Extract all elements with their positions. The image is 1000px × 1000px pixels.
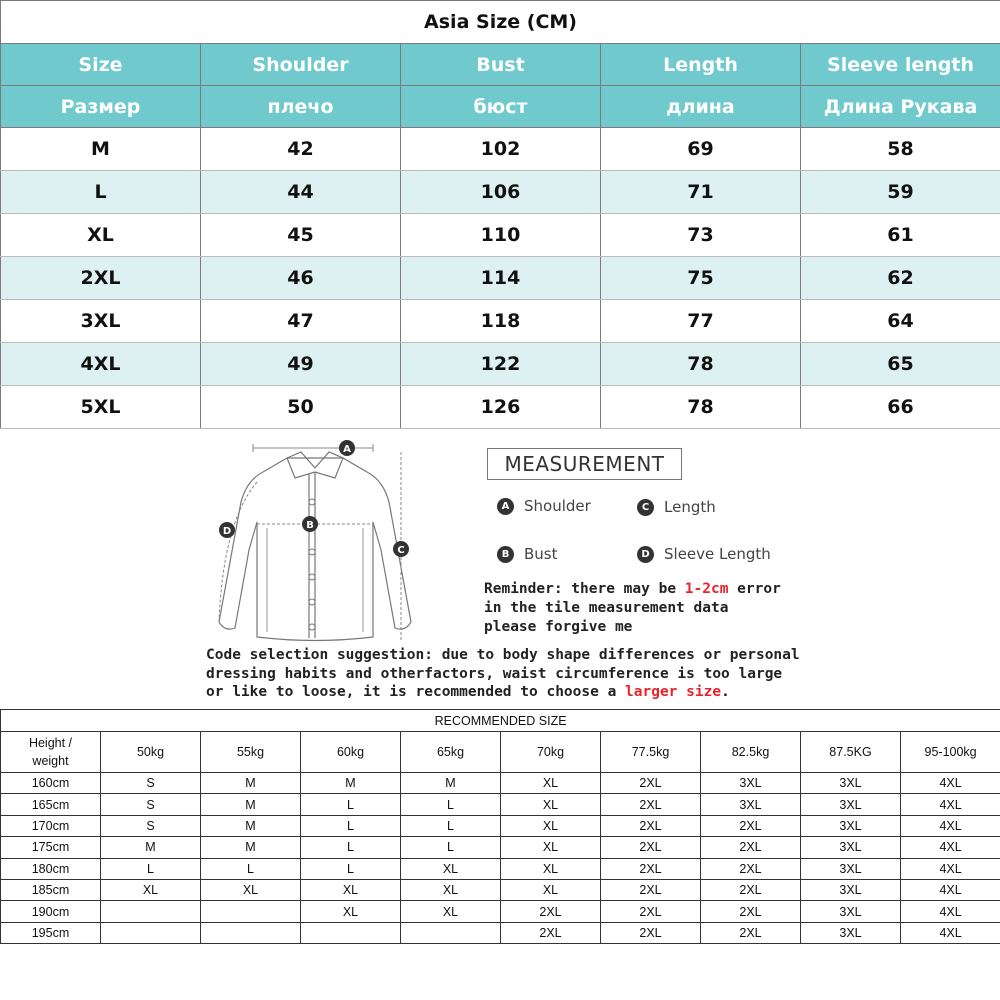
suggest-line-3-post: .	[721, 684, 730, 700]
recommended-row	[1, 837, 1000, 858]
reminder-text	[484, 580, 804, 637]
height-cell: 195cm	[1, 922, 101, 943]
recommended-row	[1, 922, 1000, 943]
reminder-line-2: in the tile measurement data	[484, 600, 729, 616]
recommended-size-cell: M	[101, 837, 201, 858]
recommended-size-cell	[301, 922, 401, 943]
recommended-size-cell: XL	[401, 901, 501, 922]
diagram-label-a: A	[343, 444, 351, 455]
size-cell: 45	[201, 214, 401, 257]
legend-label: Length	[664, 498, 716, 516]
weight-header: 50kg	[101, 732, 201, 773]
recommended-size-cell: 2XL	[601, 815, 701, 836]
size-cell: 42	[201, 128, 401, 171]
weight-header: 65kg	[401, 732, 501, 773]
legend-label: Bust	[524, 545, 558, 563]
legend-badge: A	[497, 498, 514, 515]
height-weight-corner	[1, 732, 101, 773]
shirt-diagram	[205, 432, 430, 647]
recommended-size-cell: 3XL	[801, 773, 901, 794]
recommended-size-cell: 3XL	[801, 879, 901, 900]
recommended-title: RECOMMENDED SIZE	[1, 710, 1000, 732]
recommended-size-cell: 4XL	[901, 773, 1000, 794]
recommended-size-cell: 4XL	[901, 901, 1000, 922]
recommended-table-body	[1, 773, 1000, 944]
recommended-size-cell: XL	[101, 879, 201, 900]
size-cell: 59	[801, 171, 1000, 214]
recommended-size-cell: 3XL	[801, 794, 901, 815]
size-cell: 122	[401, 343, 601, 386]
header-cell: Длина Рукава	[801, 86, 1000, 128]
size-table-title: Asia Size (CM)	[1, 1, 1000, 44]
weight-header: 70kg	[501, 732, 601, 773]
recommended-size-cell: L	[401, 794, 501, 815]
size-row	[1, 128, 1000, 171]
reminder-line-3: please forgive me	[484, 619, 633, 635]
weight-header: 77.5kg	[601, 732, 701, 773]
size-row	[1, 171, 1000, 214]
recommended-row	[1, 858, 1000, 879]
size-cell: 118	[401, 300, 601, 343]
size-cell: 44	[201, 171, 401, 214]
suggest-line-3-red: larger size	[625, 684, 722, 700]
recommended-size-cell: L	[301, 837, 401, 858]
size-cell: 46	[201, 257, 401, 300]
size-suggestion	[206, 646, 806, 702]
legend-badge: D	[637, 546, 654, 563]
weight-header: 60kg	[301, 732, 401, 773]
weight-header: 82.5kg	[701, 732, 801, 773]
header-cell: Size	[1, 44, 201, 86]
recommended-size-cell	[101, 922, 201, 943]
recommended-size-cell: XL	[501, 858, 601, 879]
recommended-size-cell: 4XL	[901, 922, 1000, 943]
measurement-title: MEASUREMENT	[487, 448, 682, 480]
suggest-line-3-pre: or like to loose, it is recommended to choose a	[206, 684, 626, 700]
header-cell: Length	[601, 44, 801, 86]
recommended-size-cell: 2XL	[701, 901, 801, 922]
recommended-size-cell	[401, 922, 501, 943]
size-cell: 71	[601, 171, 801, 214]
recommended-size-cell: 3XL	[801, 922, 901, 943]
recommended-size-cell: XL	[501, 794, 601, 815]
size-cell: 73	[601, 214, 801, 257]
recommended-row	[1, 794, 1000, 815]
legend-sleeve-length	[637, 545, 771, 563]
size-cell: M	[1, 128, 201, 171]
recommended-size-cell: 3XL	[701, 794, 801, 815]
recommended-size-cell: L	[201, 858, 301, 879]
size-cell: 66	[801, 386, 1000, 429]
legend-label: Sleeve Length	[664, 545, 771, 563]
size-cell: 61	[801, 214, 1000, 257]
legend-badge: B	[497, 546, 514, 563]
size-row	[1, 214, 1000, 257]
recommended-size-cell: 2XL	[601, 794, 701, 815]
size-cell: 78	[601, 386, 801, 429]
height-cell: 190cm	[1, 901, 101, 922]
legend-badge: C	[637, 499, 654, 516]
recommended-size-cell: 4XL	[901, 879, 1000, 900]
recommended-size-cell: 2XL	[701, 858, 801, 879]
recommended-size-cell: 2XL	[601, 922, 701, 943]
height-cell: 185cm	[1, 879, 101, 900]
size-cell: 50	[201, 386, 401, 429]
size-cell: L	[1, 171, 201, 214]
header-cell: бюст	[401, 86, 601, 128]
recommended-row	[1, 773, 1000, 794]
weight-header: 55kg	[201, 732, 301, 773]
legend-bust	[497, 545, 558, 563]
recommended-size-cell: 2XL	[601, 901, 701, 922]
recommended-row	[1, 879, 1000, 900]
size-cell: 49	[201, 343, 401, 386]
recommended-size-cell: 2XL	[701, 837, 801, 858]
diagram-label-b: B	[306, 520, 314, 531]
size-cell: 2XL	[1, 257, 201, 300]
size-cell: 58	[801, 128, 1000, 171]
header-cell: Sleeve length	[801, 44, 1000, 86]
size-cell: 114	[401, 257, 601, 300]
recommended-row	[1, 815, 1000, 836]
recommended-size-cell: 2XL	[701, 879, 801, 900]
size-cell: XL	[1, 214, 201, 257]
size-cell: 77	[601, 300, 801, 343]
recommended-size-cell: M	[201, 815, 301, 836]
size-row	[1, 386, 1000, 429]
suggest-line-1: Code selection suggestion: due to body shape differences or personal	[206, 647, 800, 663]
recommended-size-cell: XL	[501, 837, 601, 858]
suggest-line-2: dressing habits and otherfactors, waist circumference is too large	[206, 665, 783, 682]
recommended-size-cell: S	[101, 773, 201, 794]
corner-line-1: Height /	[28, 736, 73, 750]
recommended-size-cell: 3XL	[801, 901, 901, 922]
header-cell: Размер	[1, 86, 201, 128]
header-cell: плечо	[201, 86, 401, 128]
legend-label: Shoulder	[524, 497, 591, 515]
recommended-size-cell: 2XL	[701, 922, 801, 943]
recommended-size-cell: XL	[201, 879, 301, 900]
size-cell: 110	[401, 214, 601, 257]
reminder-red: 1-2cm	[684, 581, 729, 597]
recommended-size-cell: 4XL	[901, 837, 1000, 858]
recommended-size-cell: XL	[501, 773, 601, 794]
height-cell: 160cm	[1, 773, 101, 794]
recommended-size-cell: S	[101, 794, 201, 815]
recommended-size-cell: 2XL	[601, 837, 701, 858]
recommended-size-cell	[101, 901, 201, 922]
recommended-size-cell: 3XL	[801, 837, 901, 858]
header-row-ru	[1, 86, 1000, 128]
reminder-post: error	[728, 581, 781, 597]
recommended-size-cell: 2XL	[601, 858, 701, 879]
recommended-size-cell: 3XL	[701, 773, 801, 794]
size-cell: 4XL	[1, 343, 201, 386]
header-cell: Shoulder	[201, 44, 401, 86]
diagram-label-c: C	[397, 545, 405, 556]
size-cell: 64	[801, 300, 1000, 343]
recommended-size-cell: 4XL	[901, 794, 1000, 815]
recommended-size-cell: XL	[301, 901, 401, 922]
size-cell: 106	[401, 171, 601, 214]
recommended-size-cell: XL	[501, 879, 601, 900]
recommended-size-cell: M	[201, 837, 301, 858]
height-cell: 165cm	[1, 794, 101, 815]
size-cell: 78	[601, 343, 801, 386]
recommended-size-cell: L	[401, 837, 501, 858]
size-cell: 62	[801, 257, 1000, 300]
recommended-size-table	[0, 709, 1000, 944]
size-table-body	[1, 128, 1000, 429]
size-cell: 47	[201, 300, 401, 343]
weight-header: 87.5KG	[801, 732, 901, 773]
recommended-size-cell: L	[401, 815, 501, 836]
weight-header: 95-100kg	[901, 732, 1000, 773]
recommended-size-cell: XL	[401, 858, 501, 879]
recommended-size-cell: M	[201, 773, 301, 794]
recommended-size-cell: XL	[501, 815, 601, 836]
recommended-size-cell: 2XL	[601, 879, 701, 900]
recommended-size-cell: 3XL	[801, 815, 901, 836]
height-cell: 170cm	[1, 815, 101, 836]
recommended-size-cell: M	[301, 773, 401, 794]
recommended-size-cell: 2XL	[701, 815, 801, 836]
recommended-size-cell: XL	[301, 879, 401, 900]
recommended-size-cell: L	[301, 858, 401, 879]
recommended-size-cell: 4XL	[901, 858, 1000, 879]
recommended-size-cell: 2XL	[501, 901, 601, 922]
recommended-size-cell: L	[101, 858, 201, 879]
size-cell: 126	[401, 386, 601, 429]
reminder-pre: Reminder: there may be	[484, 581, 685, 597]
height-cell: 175cm	[1, 837, 101, 858]
size-cell: 69	[601, 128, 801, 171]
recommended-size-cell: 4XL	[901, 815, 1000, 836]
recommended-row	[1, 901, 1000, 922]
size-cell: 5XL	[1, 386, 201, 429]
size-cell: 3XL	[1, 300, 201, 343]
recommended-size-cell: 3XL	[801, 858, 901, 879]
header-row-en	[1, 44, 1000, 86]
size-cell: 75	[601, 257, 801, 300]
recommended-size-cell: L	[301, 815, 401, 836]
recommended-size-cell: XL	[401, 879, 501, 900]
header-cell: Bust	[401, 44, 601, 86]
size-cell: 102	[401, 128, 601, 171]
size-cell: 65	[801, 343, 1000, 386]
recommended-size-cell: 2XL	[601, 773, 701, 794]
size-table	[0, 0, 1000, 429]
recommended-size-cell: M	[201, 794, 301, 815]
recommended-size-cell	[201, 922, 301, 943]
legend-shoulder	[497, 497, 591, 515]
size-row	[1, 343, 1000, 386]
recommended-size-cell: L	[301, 794, 401, 815]
size-row	[1, 257, 1000, 300]
recommended-header-row	[1, 732, 1000, 773]
diagram-label-d: D	[222, 526, 232, 537]
corner-line-2: weight	[32, 754, 69, 768]
recommended-size-cell: 2XL	[501, 922, 601, 943]
legend-length	[637, 498, 716, 516]
recommended-size-cell	[201, 901, 301, 922]
size-row	[1, 300, 1000, 343]
header-cell: длина	[601, 86, 801, 128]
recommended-size-cell: M	[401, 773, 501, 794]
recommended-size-cell: S	[101, 815, 201, 836]
height-cell: 180cm	[1, 858, 101, 879]
